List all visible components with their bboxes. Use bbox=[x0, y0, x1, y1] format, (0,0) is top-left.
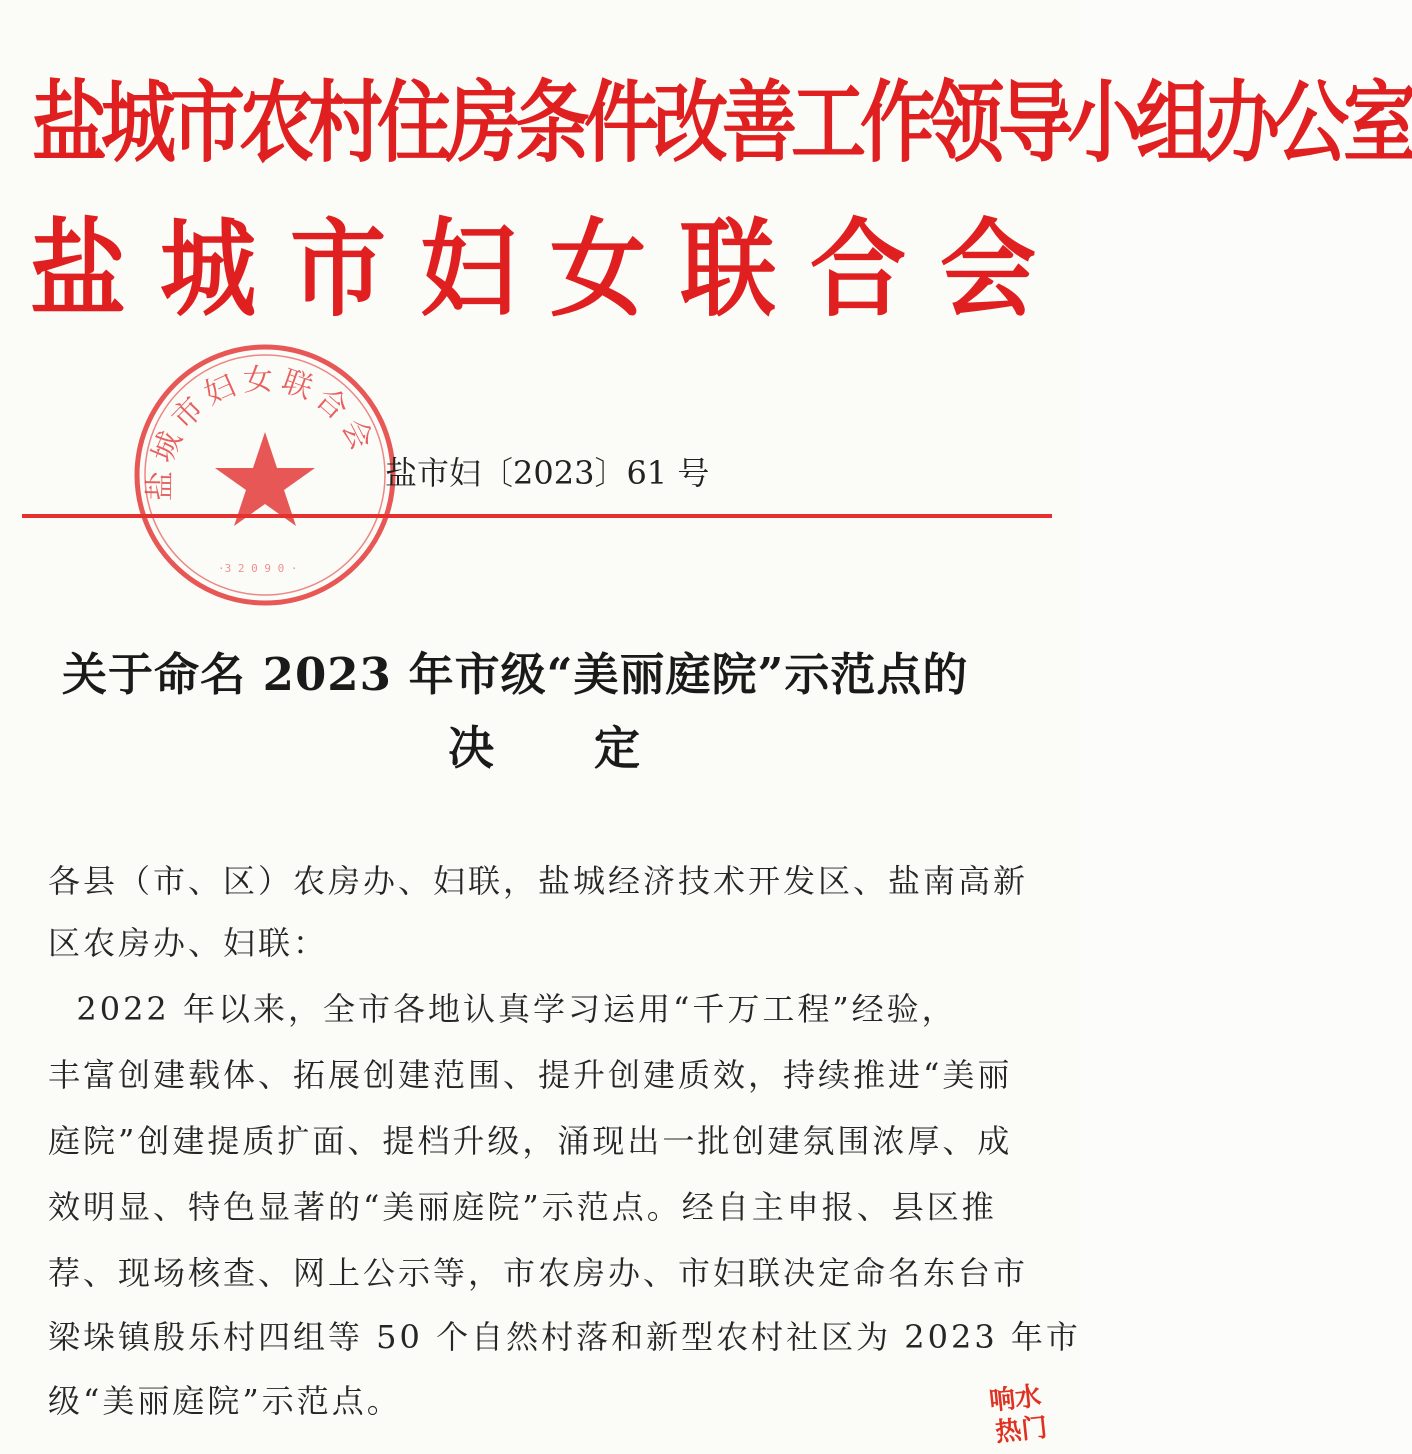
body-line-5: 庭院”创建提质扩面、提档升级，涌现出一批创建氛围浓厚、成 bbox=[48, 1122, 1013, 1160]
body-line-6: 效明显、特色显著的“美丽庭院”示范点。经自主申报、县区推 bbox=[48, 1188, 997, 1226]
issuing-org-line-2: 盐城市妇女联合会 bbox=[30, 207, 1070, 332]
document-number: 盐市妇〔2023〕61 号 bbox=[385, 454, 710, 492]
body-line-3: 2022 年以来，全市各地认真学习运用“千万工程”经验， bbox=[50, 990, 957, 1028]
official-seal-stamp bbox=[130, 340, 400, 610]
seal-text: 盐城市妇女联合会 bbox=[142, 361, 382, 502]
body-line-2: 区农房办、妇联： bbox=[48, 924, 329, 962]
red-divider-line bbox=[22, 514, 1052, 518]
body-line-8: 梁垛镇殷乐村四组等 50 个自然村落和新型农村社区为 2023 年市 bbox=[48, 1318, 1081, 1356]
body-line-1: 各县（市、区）农房办、妇联，盐城经济技术开发区、盐南高新 bbox=[48, 862, 1029, 900]
seal-star-icon bbox=[215, 432, 315, 526]
body-line-7: 荐、现场核查、网上公示等，市农房办、市妇联决定命名东台市 bbox=[48, 1254, 1029, 1292]
body-line-4: 丰富创建载体、拓展创建范围、提升创建质效，持续推进“美丽 bbox=[48, 1056, 1013, 1094]
document-title-line-1: 关于命名 2023 年市级“美丽庭院”示范点的 bbox=[62, 648, 969, 701]
document-title-line-2: 决定 bbox=[448, 721, 740, 775]
source-watermark-logo bbox=[986, 1376, 1066, 1449]
body-line-9: 级“美丽庭院”示范点。 bbox=[48, 1382, 402, 1420]
svg-text:热门: 热门 bbox=[993, 1412, 1049, 1449]
svg-text:·3 2 0 9 0 ·: ·3 2 0 9 0 · bbox=[218, 562, 298, 575]
svg-text:响水: 响水 bbox=[987, 1381, 1043, 1417]
issuing-org-line-1: 盐城市农村住房条件改善工作领导小组办公室 bbox=[32, 70, 1412, 175]
